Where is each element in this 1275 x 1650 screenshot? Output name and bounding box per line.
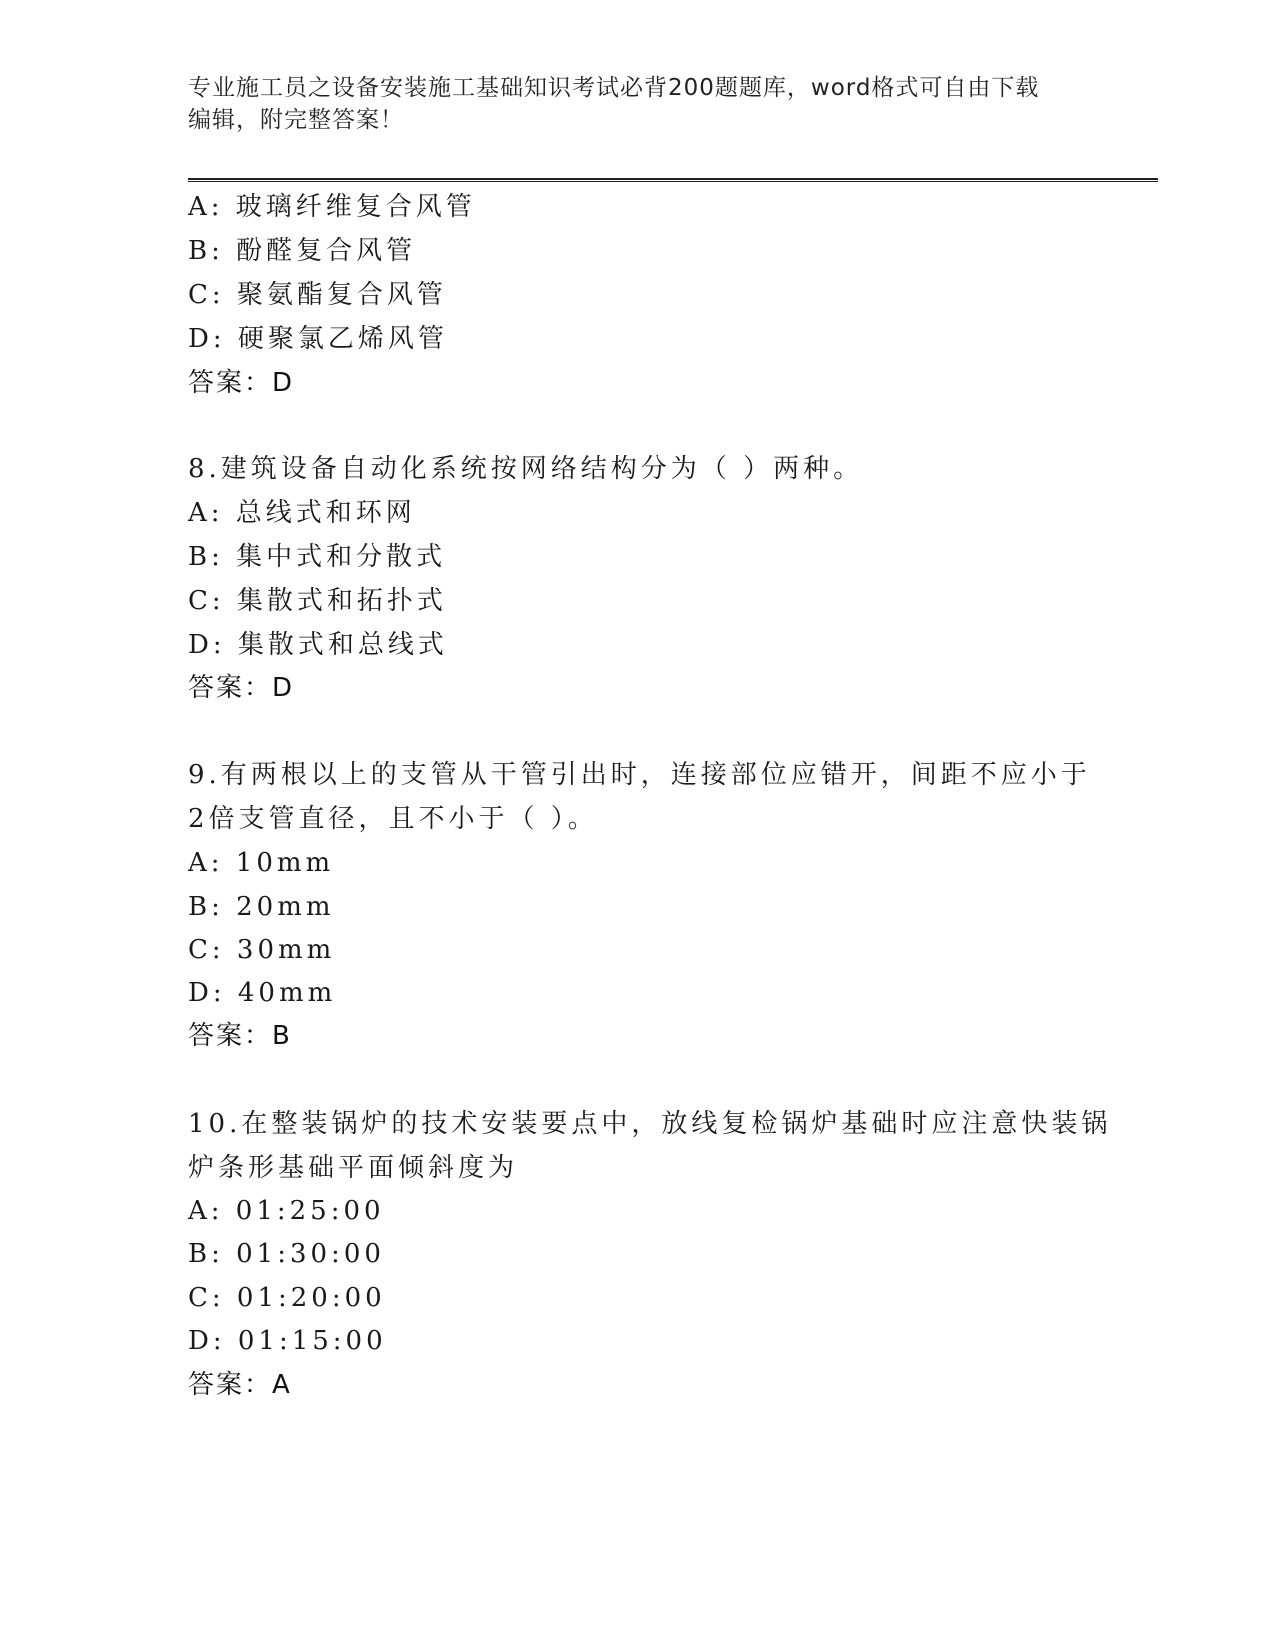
q9-stem-line-1: 9.有两根以上的支管从干管引出时，连接部位应错开，间距不应小于: [188, 760, 1091, 790]
q7-option-a: A: 玻璃纤维复合风管: [188, 192, 476, 222]
q10-stem-line-2: 炉条形基础平面倾斜度为: [188, 1153, 519, 1183]
q10-option-a: A: 01:25:00: [188, 1196, 385, 1226]
q8-stem: 8.建筑设备自动化系统按网络结构分为（ ）两种。: [188, 454, 864, 484]
q10-option-b: B: 01:30:00: [188, 1239, 385, 1269]
header-line-2: 编辑，附完整答案！: [188, 107, 404, 133]
q8-option-d: D: 集散式和总线式: [188, 630, 448, 660]
q9-answer: 答案：B: [188, 1021, 292, 1051]
q7-option-c: C: 聚氨酯复合风管: [188, 280, 447, 310]
q8-option-c: C: 集散式和拓扑式: [188, 586, 447, 616]
q10-option-d: D: 01:15:00: [188, 1326, 387, 1356]
q9-option-d: D: 40mm: [188, 978, 337, 1008]
q8-answer: 答案：D: [188, 673, 295, 703]
q9-option-b: B: 20mm: [188, 892, 335, 922]
q8-option-b: B: 集中式和分散式: [188, 542, 447, 572]
q10-option-c: C: 01:20:00: [188, 1283, 386, 1313]
header-line-1: 专业施工员之设备安装施工基础知识考试必背200题题库，word格式可自由下载: [188, 75, 1040, 101]
q7-option-d: D: 硬聚氯乙烯风管: [188, 324, 448, 354]
q8-option-a: A: 总线式和环网: [188, 498, 416, 528]
header-divider: [188, 178, 1158, 182]
q10-answer: 答案：A: [188, 1370, 292, 1400]
q9-stem-line-2: 2倍支管直径，且不小于（ ）。: [188, 804, 598, 834]
q9-option-c: C: 30mm: [188, 935, 336, 965]
q7-answer: 答案：D: [188, 368, 295, 398]
document-header: [188, 72, 1088, 136]
q10-stem-line-1: 10.在整装锅炉的技术安装要点中，放线复检锅炉基础时应注意快装锅: [188, 1109, 1112, 1139]
q9-option-a: A: 10mm: [188, 848, 335, 878]
q7-option-b: B: 酚醛复合风管: [188, 236, 417, 266]
